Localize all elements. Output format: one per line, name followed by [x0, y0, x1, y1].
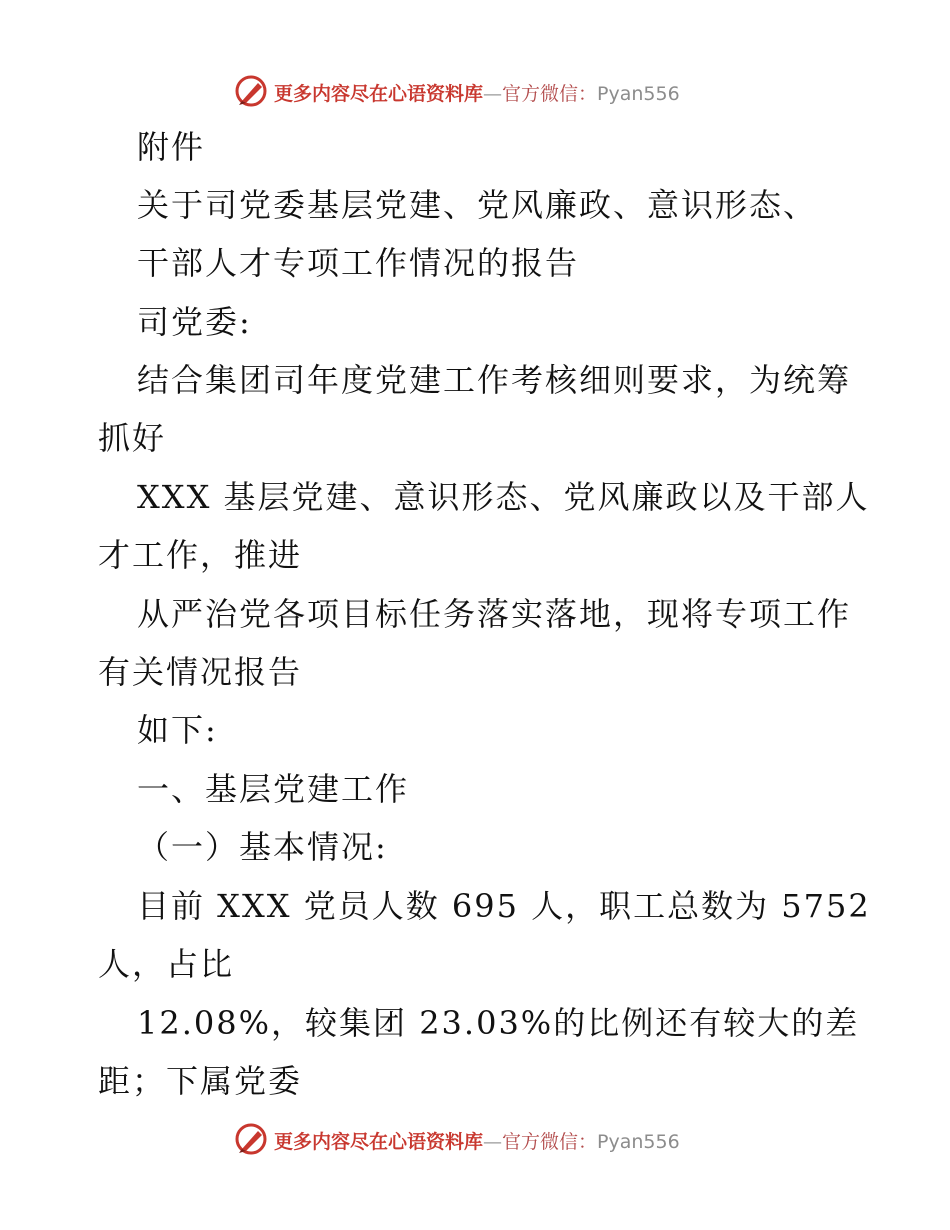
- banner-wechat-id: Pyan556: [597, 1131, 680, 1153]
- text-line: 才工作，推进: [98, 536, 303, 574]
- text-line: 目前 XXX 党员人数 695 人，职工总数为 5752: [137, 887, 871, 925]
- text-line: 附件: [137, 128, 206, 166]
- banner-wechat-label: 官方微信：: [502, 83, 598, 105]
- text-line: 距；下属党委: [98, 1062, 303, 1100]
- text-line: 一、基层党建工作: [137, 770, 410, 808]
- text-line: 干部人才专项工作情况的报告: [137, 244, 580, 282]
- text-line: 司党委:: [137, 303, 252, 341]
- text-line: 12.08%，较集团 23.03%的比例还有较大的差: [137, 1004, 860, 1042]
- banner-brand: 更多内容尽在心语资料库: [274, 1131, 484, 1153]
- text-line: （一）基本情况:: [137, 828, 388, 866]
- text-line: 结合集团司年度党建工作考核细则要求，为统筹: [137, 361, 852, 399]
- banner-text: [274, 79, 680, 106]
- banner-separator: —: [483, 1131, 503, 1153]
- text-line: 如下:: [137, 711, 218, 749]
- banner-text: [274, 1127, 680, 1154]
- pen-logo-icon: [234, 1122, 268, 1156]
- banner-wechat-id: Pyan556: [597, 83, 680, 105]
- text-line: 人，占比: [98, 945, 235, 983]
- text-line: 关于司党委基层党建、党风廉政、意识形态、: [137, 186, 818, 224]
- banner-wechat-label: 官方微信：: [502, 1131, 598, 1153]
- text-line: 从严治党各项目标任务落实落地，现将专项工作: [137, 595, 852, 633]
- banner-brand: 更多内容尽在心语资料库: [274, 83, 484, 105]
- text-line: 有关情况报告: [98, 653, 303, 691]
- text-line: 抓好: [98, 419, 167, 457]
- header-banner: [0, 72, 950, 112]
- footer-banner: [0, 1120, 950, 1160]
- pen-logo-icon: [234, 74, 268, 108]
- banner-separator: —: [483, 83, 503, 105]
- text-line: XXX 基层党建、意识形态、党风廉政以及干部人: [137, 478, 870, 516]
